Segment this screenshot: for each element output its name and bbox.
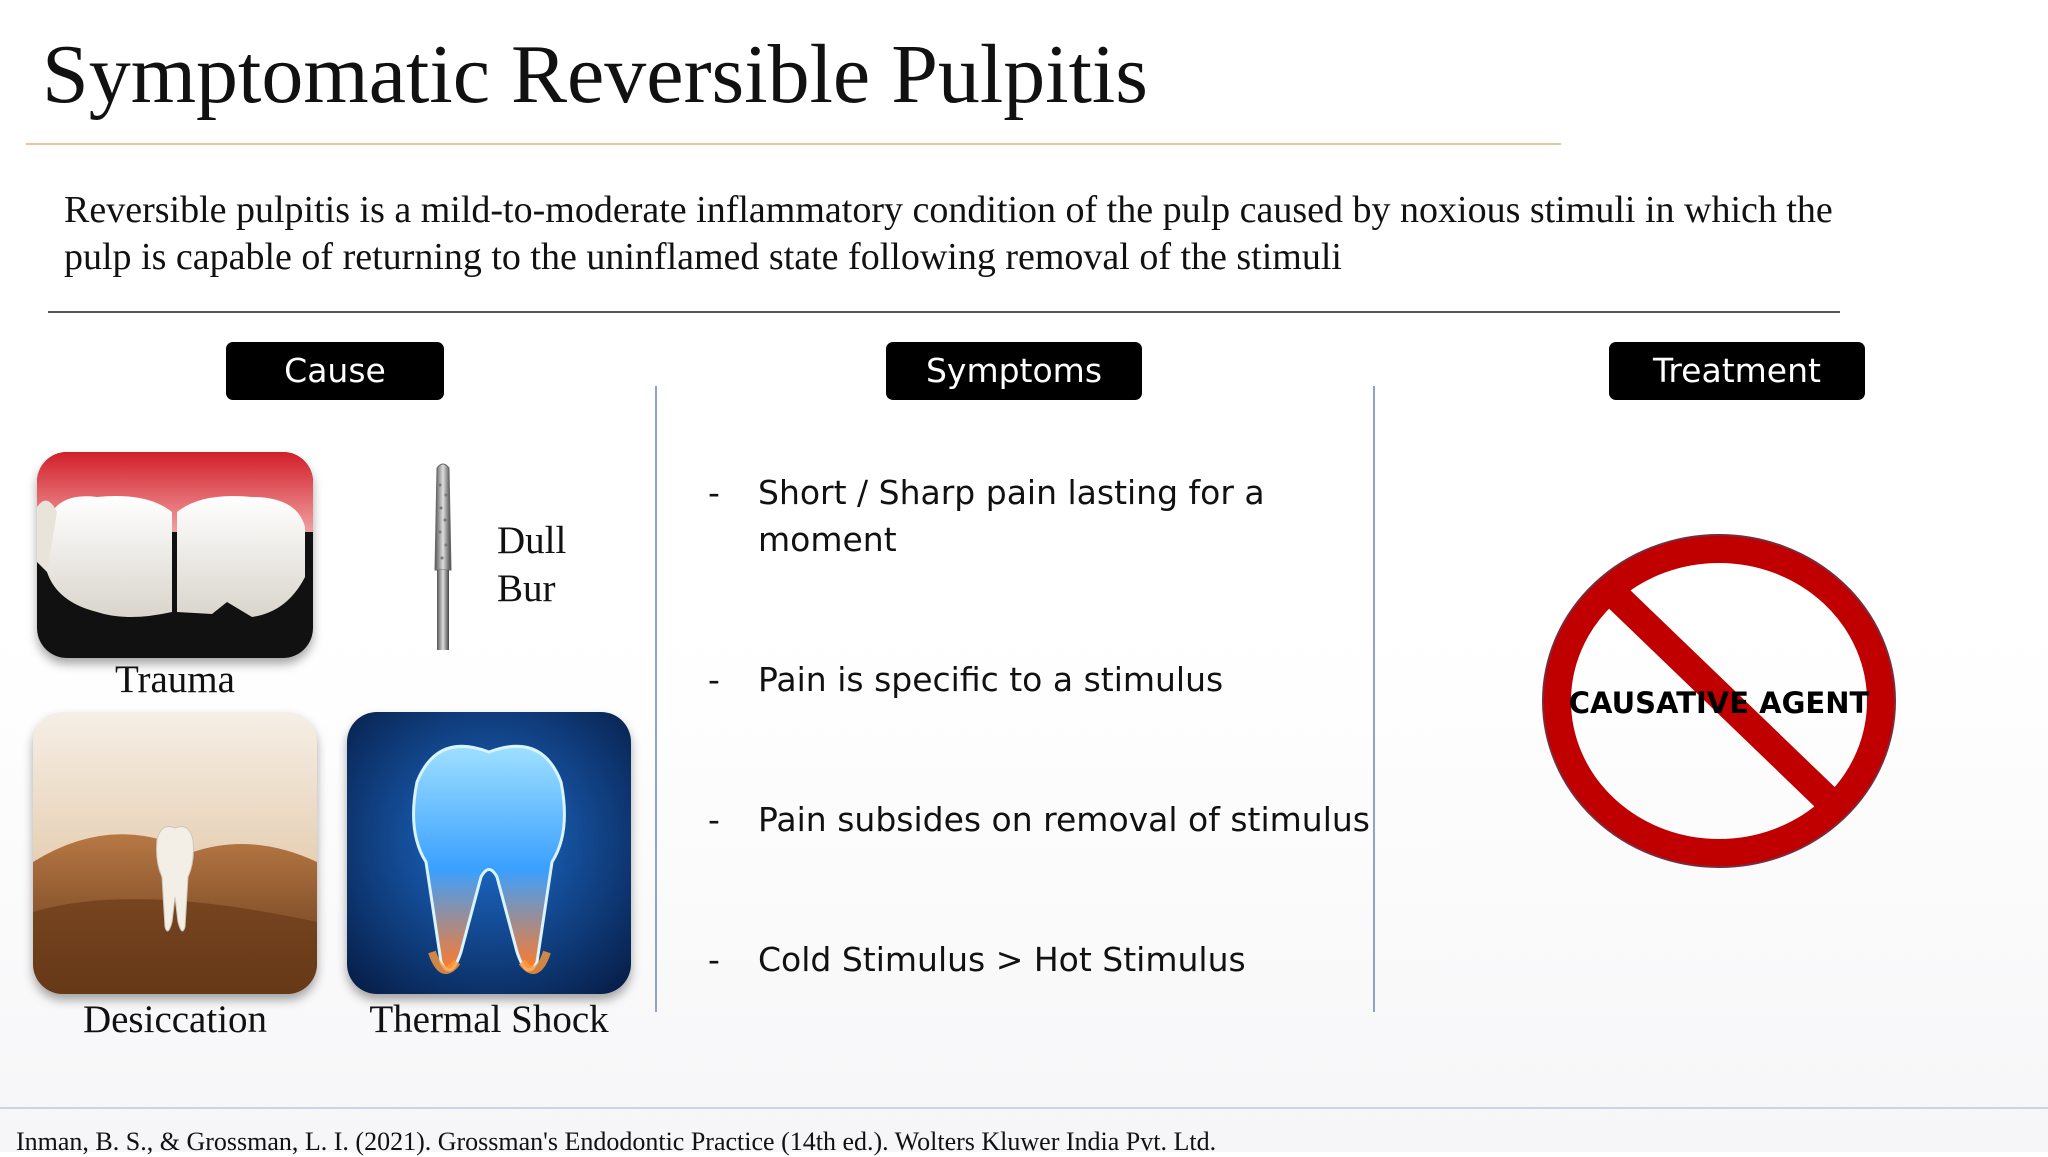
trauma-caption: Trauma bbox=[115, 658, 235, 701]
treatment-header: Treatment bbox=[1609, 342, 1865, 400]
desiccation-caption: Desiccation bbox=[82, 998, 268, 1041]
desiccation-image bbox=[33, 712, 317, 994]
bullet-dash: - bbox=[708, 473, 720, 512]
thermal-shock-image bbox=[347, 712, 631, 994]
symptom-item bbox=[708, 656, 1378, 703]
symptom-text: Pain is specific to a stimulus bbox=[758, 660, 1224, 699]
symptoms-header: Symptoms bbox=[886, 342, 1142, 400]
causative-agent-label: CAUSATIVE AGENT bbox=[1568, 686, 1870, 720]
symptom-text: Short / Sharp pain lasting for a moment bbox=[758, 473, 1265, 559]
slide-title: Symptomatic Reversible Pulpitis bbox=[42, 28, 1148, 121]
symptom-text: Cold Stimulus > Hot Stimulus bbox=[758, 940, 1246, 979]
bur-image bbox=[428, 460, 458, 650]
symptom-item bbox=[708, 796, 1378, 843]
symptom-text: Pain subsides on removal of stimulus bbox=[758, 800, 1370, 839]
thermal-shock-caption: Thermal Shock bbox=[369, 998, 609, 1041]
bur-caption-line2: Bur bbox=[497, 567, 556, 610]
title-divider bbox=[26, 143, 1561, 145]
bullet-dash: - bbox=[708, 660, 720, 699]
column-divider-left bbox=[655, 386, 657, 1012]
symptom-item bbox=[708, 936, 1378, 983]
bur-caption-line1: Dull bbox=[497, 519, 567, 562]
citation: Inman, B. S., & Grossman, L. I. (2021). Grossman's Endodontic Practice (14th ed.). Wolters Kluwer India Pvt. Ltd. bbox=[16, 1127, 1217, 1156]
bullet-dash: - bbox=[708, 800, 720, 839]
definition-divider bbox=[48, 311, 1840, 313]
definition-text: Reversible pulpitis is a mild-to-moderate inflammatory condition of the pulp caused by noxious stimuli in which the pulp is capable of returning to the uninflamed state following removal of the stimuli bbox=[64, 189, 1833, 278]
bur-caption bbox=[497, 517, 566, 613]
footer-divider bbox=[0, 1107, 2048, 1109]
bullet-dash: - bbox=[708, 940, 720, 979]
trauma-image bbox=[37, 452, 313, 658]
cause-header: Cause bbox=[226, 342, 444, 400]
symptom-item bbox=[708, 469, 1378, 563]
